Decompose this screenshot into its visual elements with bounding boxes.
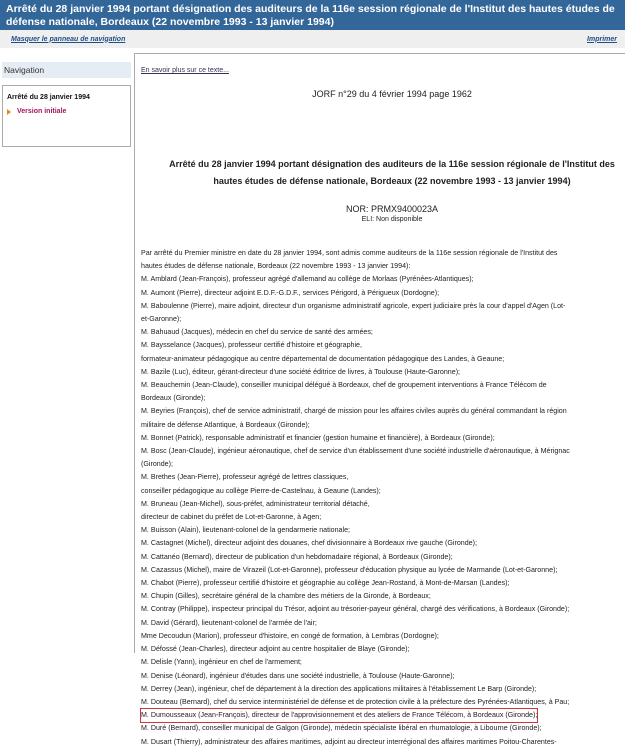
paragraph: M. Brethes (Jean-Pierre), professeur agrégé de lettres classiques, — [141, 473, 349, 482]
nav-document-title: Arrêté du 28 janvier 1994 — [7, 94, 90, 101]
navigation-heading: Navigation — [2, 62, 131, 78]
paragraph: M. Cazassus (Michel), maire de Virazeil (Lot-et-Garonne), professeur d'éducation physique au lycée de Marmande (Lot-et-Garonne); — [141, 565, 558, 574]
page-title: Arrêté du 28 janvier 1994 portant désignation des auditeurs de la 116e session régionale de l'Institut des hautes études de défense nationale, Bordeaux (22 novembre 1993 - 13 janvier 1994) — [0, 0, 625, 30]
paragraph: M. Cattanéo (Bernard), directeur de publication d'un hebdomadaire régional, à Bordeaux (Gironde); — [141, 552, 453, 561]
paragraph: M. Bruneau (Jean-Michel), sous-préfet, administrateur territorial détaché, — [141, 499, 370, 508]
document-body — [141, 247, 604, 749]
paragraph: M. Chabot (Pierre), professeur certifié d'histoire et géographie au collège Jean-Rostand, à Mont-de-Marsan (Landes); — [141, 579, 510, 588]
navigation-panel — [2, 62, 131, 147]
document-title: Arrêté du 28 janvier 1994 portant désignation des auditeurs de la 116e session régionale de l'Institut des hautes études de défense nationale, Bordeaux (22 novembre 1993 - 13 janvier 1994) — [169, 159, 615, 186]
hide-navigation-link[interactable]: Masquer le panneau de navigation — [11, 35, 126, 43]
paragraph: M. Dusart (Thierry), administrateur des affaires maritimes, adjoint au directeur interrégional des affaires maritimes Poitou-Charentes- — [141, 737, 557, 746]
navigation-box — [2, 85, 131, 147]
jorf-reference: JORF n°29 du 4 février 1994 page 1962 — [312, 89, 472, 99]
paragraph: M. Défossé (Jean-Charles), directeur adjoint au centre hospitalier de Blaye (Gironde); — [141, 645, 410, 654]
paragraph: Mme Decoudun (Marion), professeur d'histoire, en congé de formation, à Lembras (Dordogne); — [141, 631, 439, 640]
paragraph: M. Buisson (Alain), lieutenant-colonel de la gendarmerie nationale; — [141, 526, 350, 535]
paragraph: M. Denise (Léonard), ingénieur d'études dans une société industrielle, à Toulouse (Haute-Garonne); — [141, 671, 455, 680]
paragraph: M. Amblard (Jean-François), professeur agrégé d'allemand au collège de Morlaas (Pyrénées-Atlantiques); — [141, 275, 474, 284]
paragraph: M. Beyries (François), chef de service administratif, chargé de mission pour les affaires civiles auprès du général commandant la région militaire de défense Atlantique, à Bordeaux (Gironde); — [141, 407, 567, 429]
triangle-right-icon — [7, 109, 11, 115]
more-info-link[interactable]: En savoir plus sur ce texte... — [141, 67, 229, 74]
paragraph: M. Delisle (Yann), ingénieur en chef de l'armement; — [141, 658, 302, 667]
nav-version-label: Version initiale — [17, 108, 67, 115]
paragraph: directeur de cabinet du préfet de Lot-et-Garonne, à Agen; — [141, 513, 322, 522]
paragraph: M. Contray (Philippe), inspecteur principal du Trésor, adjoint au trésorier-payeur général, chargé des vérifications, à Bordeaux (Gironde); — [141, 605, 570, 614]
paragraph: M. Chupin (Gilles), secrétaire général de la chambre des métiers de la Gironde, à Bordeaux; — [141, 592, 431, 601]
print-link[interactable]: Imprimer — [587, 35, 617, 43]
paragraph: M. Derrey (Jean), ingénieur, chef de département à la direction des applications militaires à l'établissement Le Barp (Gironde); — [141, 684, 537, 693]
paragraph: M. Bahuaud (Jacques), médecin en chef du service de santé des armées; — [141, 328, 373, 337]
toolbar — [0, 30, 625, 48]
paragraph: M. Douteau (Bernard), chef du service interministériel de défense et de protection civile à la préfecture des Pyrénées-Atlantiques, à Pau; — [141, 697, 570, 706]
paragraph: M. Castagnet (Michel), directeur adjoint des douanes, chef divisionnaire à Bordeaux rive gauche (Gironde); — [141, 539, 477, 548]
document-content — [134, 53, 625, 746]
paragraph: M. Bazile (Luc), éditeur, gérant-directeur d'une société éditrice de livres, à Toulouse (Haute-Garonne); — [141, 367, 461, 376]
paragraph: M. Baboulenne (Pierre), maire adjoint, directeur d'un organisme administratif agricole, expert judiciaire près la cour d'appel d'Agen (Lot- et-Garonne); — [141, 301, 566, 324]
nor-number: NOR: PRMX9400023A — [345, 204, 439, 214]
highlighted-paragraph: M. Dumousseaux (Jean-François), directeur de l'approvisionnement et des ateliers de France Télécom, à Bordeaux (Gironde); — [141, 709, 537, 722]
eli-status: ELI: Non disponible — [361, 216, 423, 223]
paragraph: M. Duré (Bernard), conseiller municipal de Galgon (Gironde), médecin spécialiste libéral en rhumatologie, à Libourne (Gironde); — [141, 724, 542, 733]
paragraph: M. Baysselance (Jacques), professeur certifié d'histoire et géographie, — [141, 341, 362, 350]
paragraph: M. David (Gérard), lieutenant-colonel de l'armée de l'air; — [141, 618, 317, 627]
paragraph: M. Bonnet (Patrick), responsable administratif et financier (gestion humaine et financière), à Bordeaux (Gironde); — [141, 433, 495, 442]
paragraph: Par arrêté du Premier ministre en date du 28 janvier 1994, sont admis comme auditeurs de la 116e session régionale de l'Institut des hautes études de défense nationale, Bordeaux (22 novembre 1993 - 13 janvier 1994): — [141, 249, 558, 271]
paragraph: formateur-animateur pédagogique au centre départemental de documentation pédagogique des Landes, à Geaune; — [141, 354, 505, 363]
paragraph: M. Bosc (Jean-Claude), ingénieur aéronautique, chef de service d'un établissement d'une société industrielle d'aéronautique, à Mérignac (Gironde); — [141, 447, 570, 469]
paragraph: conseiller pédagogique au collège Pierre-de-Castelnau, à Geaune (Landes); — [141, 486, 381, 495]
paragraph: M. Aumont (Pierre), directeur adjoint E.D.F.-G.D.F., services Périgord, à Périgueux (Dordogne); — [141, 288, 440, 297]
nav-version-initiale[interactable] — [7, 108, 126, 115]
paragraph: M. Beauchemin (Jean-Claude), conseiller municipal délégué à Bordeaux, chef de groupement interventions à France Télécom de Bordeaux (Gironde); — [141, 381, 547, 403]
